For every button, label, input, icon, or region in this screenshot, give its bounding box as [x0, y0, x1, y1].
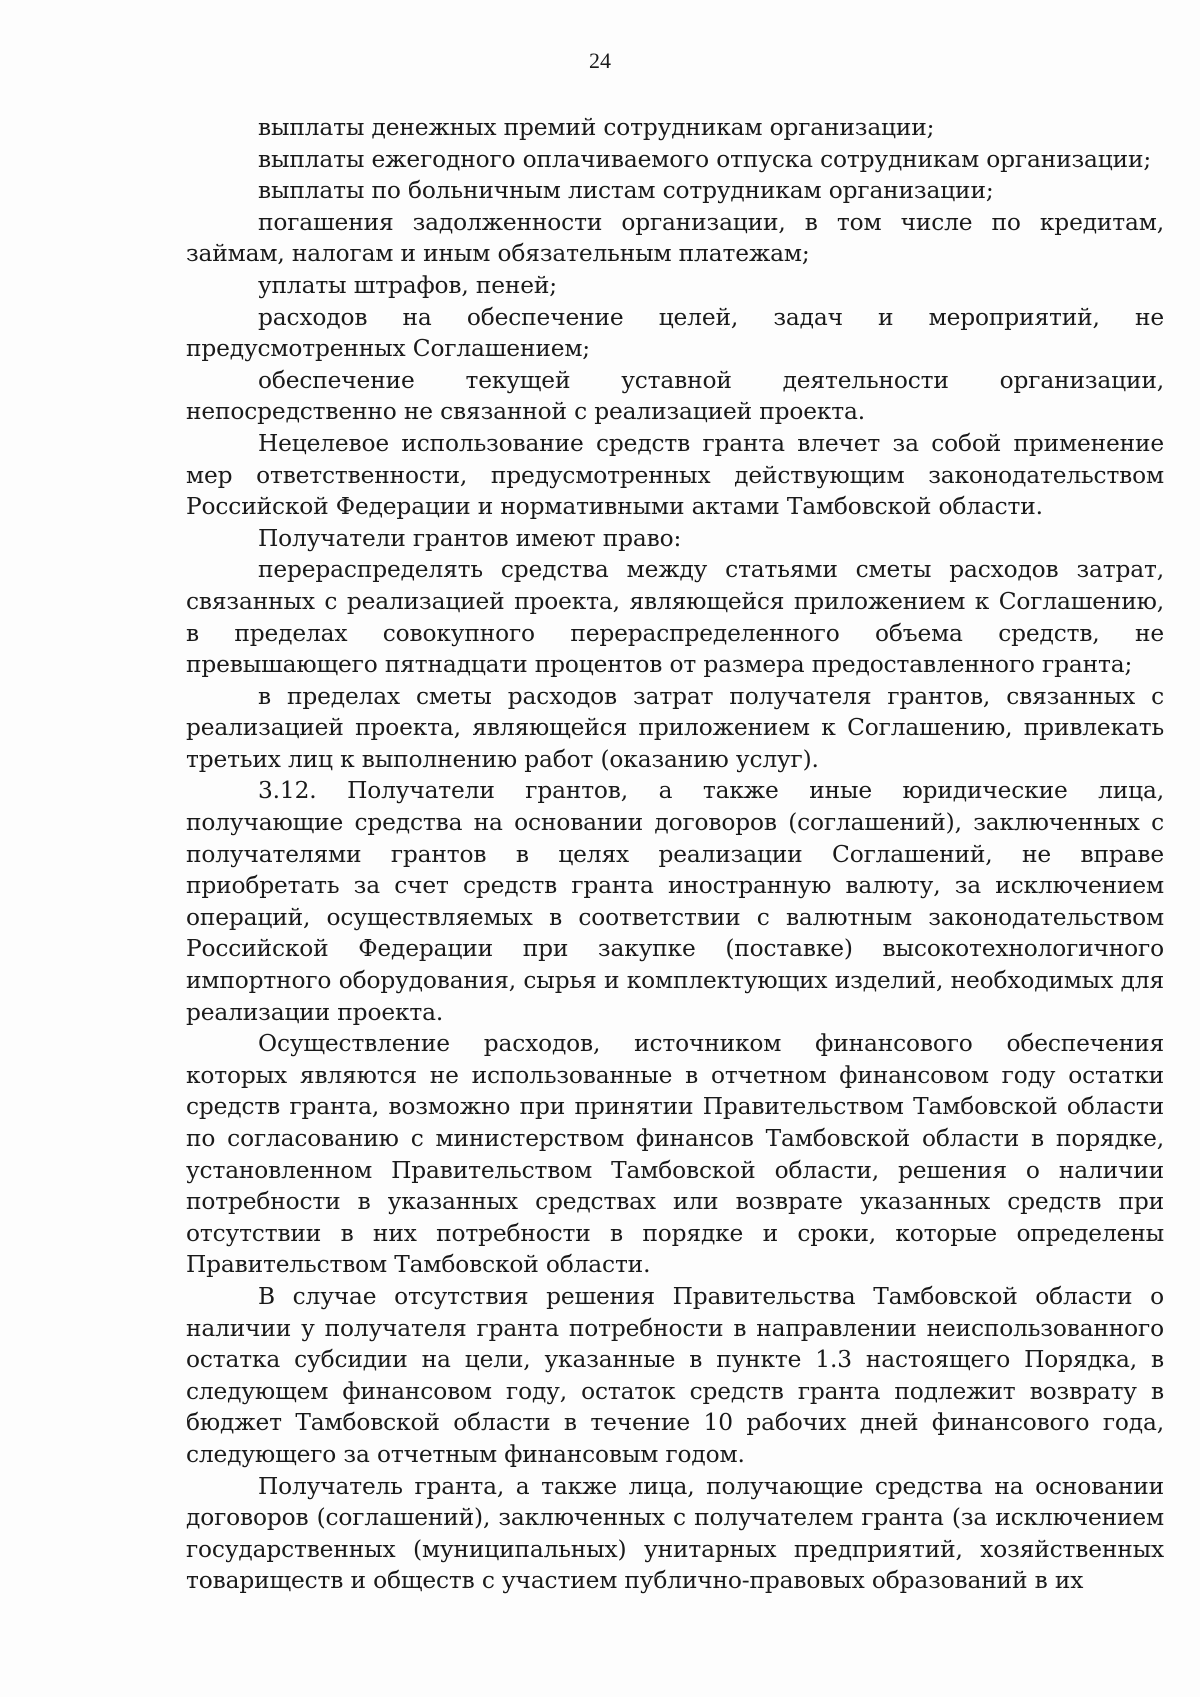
paragraph: в пределах сметы расходов затрат получателя грантов, связанных с реализацией проекта, являющейся приложением к Соглашению, привлекать третьих лиц к выполнению работ (оказанию услуг). [186, 682, 1164, 773]
paragraph: обеспечение текущей уставной деятельности организации, непосредственно не связанной с реализацией проекта. [186, 366, 1164, 426]
paragraph: Нецелевое использование средств гранта влечет за собой применение мер ответственности, предусмотренных действующим законодательством Российской Федерации и нормативными актами Тамбовской области. [186, 429, 1164, 521]
paragraph: выплаты ежегодного оплачиваемого отпуска сотрудникам организации; [258, 145, 1152, 173]
page-number: 24 [589, 48, 611, 73]
paragraph: расходов на обеспечение целей, задач и мероприятий, не предусмотренных Соглашением; [186, 303, 1164, 363]
paragraph: В случае отсутствия решения Правительства Тамбовской области о наличии у получателя гранта потребности в направлении неиспользованного остатка субсидии на цели, указанные в пункте 1.3 настоящего Порядка, в следующем финансовом году, остаток средств гранта подлежит возврату в бюджет Тамбовской области в течение 10 рабочих дней финансового года, следующего за отчетным финансовым годом. [186, 1282, 1164, 1468]
paragraph: Получатель гранта, а также лица, получающие средства на основании договоров (соглашений), заключенных с получателем гранта (за исключением государственных (муниципальных) унитарных предприятий, хозяйственных товариществ и обществ с участием публично-правовых образований в их [186, 1472, 1164, 1595]
paragraph: выплаты денежных премий сотрудникам организации; [258, 114, 935, 141]
document-body [186, 112, 1164, 1597]
paragraph: Получатели грантов имеют право: [258, 524, 682, 552]
paragraph: перераспределять средства между статьями сметы расходов затрат, связанных с реализацией проекта, являющейся приложением к Соглашению, в пределах совокупного перераспределенного объема средств, не превышающего пятнадцати процентов от размера предоставленного гранта; [186, 556, 1164, 679]
paragraph: погашения задолженности организации, в том числе по кредитам, займам, налогам и иным обязательным платежам; [186, 208, 1164, 268]
paragraph: 3.12. Получатели грантов, а также иные юридические лица, получающие средства на основании договоров (соглашений), заключенных с получателями грантов в целях реализации Соглашений, не вправе приобретать за счет средств гранта иностранную валюту, за исключением операций, осуществляемых в соответствии с валютным законодательством Российской Федерации при закупке (поставке) высокотехнологичного импортного оборудования, сырья и комплектующих изделий, необходимых для реализации проекта. [186, 777, 1164, 1026]
paragraph: Осуществление расходов, источником финансового обеспечения которых являются не использованные в отчетном финансовом году остатки средств гранта, возможно при принятии Правительством Тамбовской области по согласованию с министерством финансов Тамбовской области в порядке, установленном Правительством Тамбовской области, решения о наличии потребности в указанных средствах или возврате указанных средств при отсутствии в них потребности в порядке и сроки, которые определены Правительством Тамбовской области. [186, 1030, 1164, 1279]
paragraph: уплаты штрафов, пеней; [258, 271, 558, 299]
paragraph: выплаты по больничным листам сотрудникам организации; [258, 177, 994, 205]
